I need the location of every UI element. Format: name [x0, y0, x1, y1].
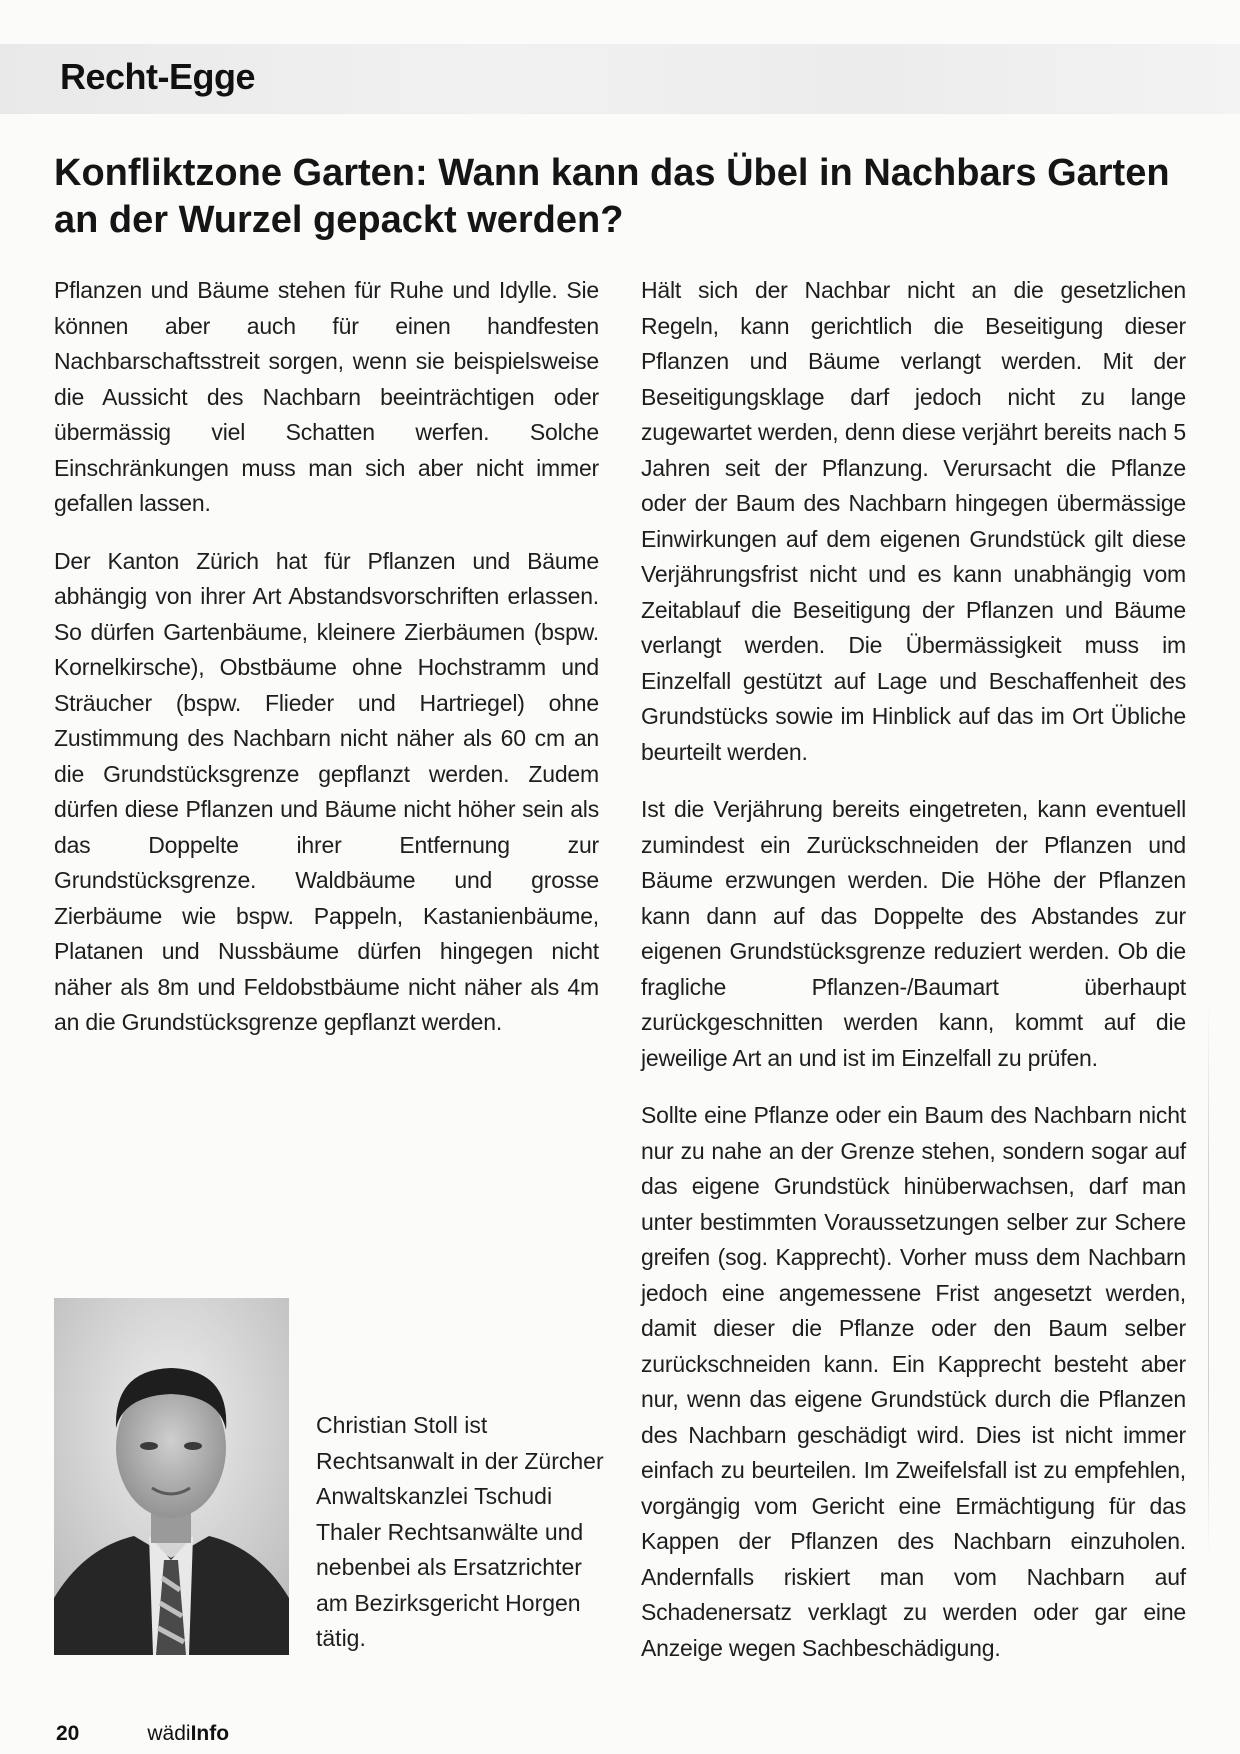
magazine-name-prefix: wädi [147, 1722, 191, 1745]
magazine-name-suffix: Info [190, 1722, 230, 1745]
article-column-right [641, 273, 1186, 1688]
article-column-left [54, 273, 599, 1063]
scan-edge-line [1208, 1000, 1209, 1560]
page-footer [56, 1722, 229, 1746]
author-photo [54, 1298, 289, 1655]
page-number: 20 [56, 1722, 80, 1745]
paragraph: Pflanzen und Bäume stehen für Ruhe und Idylle. Sie können aber auch für einen handfesten Nachbarschaftsstreit sorgen, wenn sie beispielsweise die Aussicht des Nachbarn beeinträchtigen oder übermässig viel Schatten werfen. Solche Einschränkungen muss man sich aber nicht immer gefallen lassen. [54, 277, 599, 516]
author-caption: Christian Stoll ist Rechtsanwalt in der Zürcher Anwaltskanzlei Tschudi Thaler Rechtsanwälte und nebenbei als Ersatzrichter am Bezirksgericht Horgen tätig. [316, 1412, 604, 1651]
article-headline: Konfliktzone Garten: Wann kann das Übel in Nachbars Garten an der Wurzel gepackt werden? [54, 152, 1170, 241]
paragraph: Hält sich der Nachbar nicht an die gesetzlichen Regeln, kann gerichtlich die Beseitigung dieser Pflanzen und Bäume verlangt werden. Mit der Beseitigungsklage darf jedoch nicht zu lange zugewartet werden, denn diese verjährt bereits nach 5 Jahren seit der Pflanzung. Verursacht die Pflanze oder der Baum des Nachbarn hingegen übermässige Einwirkungen auf dem eigenen Grundstück gilt diese Verjährungsfrist nicht und es kann unabhängig vom Zeitablauf die Beseitigung der Pflanzen und Bäume verlangt werden. Die Übermässigkeit muss im Einzelfall gestützt auf Lage und Beschaffenheit des Grundstücks sowie im Hinblick auf das im Ort Übliche beurteilt werden. [641, 277, 1186, 765]
section-title: Recht-Egge [60, 56, 256, 97]
paragraph: Sollte eine Pflanze oder ein Baum des Nachbarn nicht nur zu nahe an der Grenze stehen, sondern sogar auf das eigene Grundstück hinüberwachsen, darf man unter bestimmten Voraussetzungen selber zur Schere greifen (sog. Kapprecht). Vorher muss dem Nachbarn jedoch eine angemessene Frist angesetzt werden, damit dieser die Pflanze oder den Baum selber zurückschneiden kann. Ein Kapprecht besteht aber nur, wenn das eigene Grundstück durch die Pflanzen des Nachbarn geschädigt wird. Dies ist nicht immer einfach zu beurteilen. Im Zweifelsfall ist zu empfehlen, vorgängig vom Gericht eine Ermächtigung für das Kappen der Pflanzen des Nachbarn einzuholen. Andernfalls riskiert man vom Nachbarn auf Schadenersatz verklagt zu werden oder gar eine Anzeige wegen Sachbeschädigung. [641, 1102, 1186, 1661]
paragraph: Ist die Verjährung bereits eingetreten, kann eventuell zumindest ein Zurückschneiden der Pflanzen und Bäume erzwungen werden. Die Höhe der Pflanzen kann dann auf das Doppelte des Abstandes zur eigenen Grundstücksgrenze reduziert werden. Ob die fragliche Pflanzen-/Baumart überhaupt zurückgeschnitten werden kann, kommt auf die jeweilige Art an und ist im Einzelfall zu prüfen. [641, 796, 1186, 1071]
paragraph: Der Kanton Zürich hat für Pflanzen und Bäume abhängig von ihrer Art Abstandsvorschriften erlassen. So dürfen Gartenbäume, kleinere Zierbäumen (bspw. Kornelkirsche), Obstbäume ohne Hochstramm und Sträucher (bspw. Flieder und Hartriegel) ohne Zustimmung des Nachbarn nicht näher als 60 cm an die Grundstücksgrenze gepflanzt werden. Zudem dürfen diese Pflanzen und Bäume nicht höher sein als das Doppelte ihrer Entfernung zur Grundstücksgrenze. Waldbäume und grosse Zierbäume wie bspw. Pappeln, Kastanienbäume, Platanen und Nussbäume dürfen hingegen nicht näher als 8m und Feldobstbäume nicht näher als 4m an die Grundstücksgrenze gepflanzt werden. [54, 547, 599, 1035]
